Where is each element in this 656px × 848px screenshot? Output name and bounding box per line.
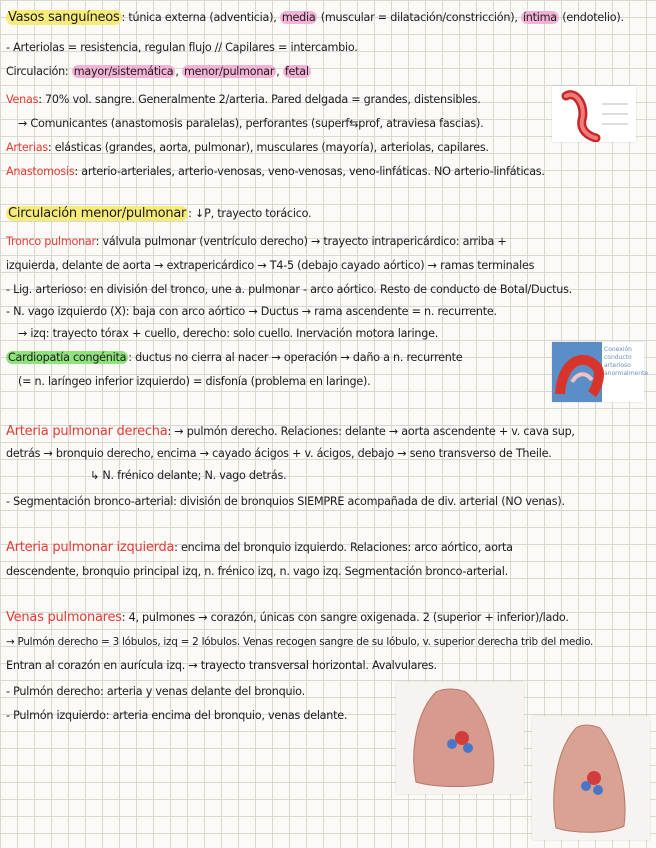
circmenor-title: Circulación menor/pulmonar [8,206,187,221]
arterias-text: : elásticas (grandes, aorta, pulmonar), musculares (mayoría), arteriolas, capilares. [47,141,489,154]
pi-line: - Pulmón izquierdo: arteria encima del bronquio, venas delante. [6,709,348,722]
anastomosis-label: Anastomosis [6,165,75,178]
vasos-line [6,10,650,26]
apd-title: Arteria pulmonar derecha [6,424,168,439]
api-line-2: descendente, bronquio principal izq, n. frénico izq, n. vago izq. Segmentación bronco-arterial. [6,565,508,578]
vp-text: : 4, pulmones → corazón, únicas con sangre oxigenada. 2 (superior + inferior)/lado. [121,611,569,624]
vasos-text-2: (muscular = dilatación/constricción), [317,11,521,24]
api-text: : encima del bronquio izquierdo. Relaciones: arco aórtico, aorta [174,541,513,554]
apd-text: : → pulmón derecho. Relaciones: delante → aorta ascendente + v. cava sup, [167,425,575,438]
apd-line [6,424,650,440]
circmenor-line [6,206,650,222]
apd-line-3: ↳ N. frénico delante; N. vago detrás. [90,469,287,482]
api-title: Arteria pulmonar izquierda [6,540,175,555]
right-lung-illustration [396,682,524,794]
cardio-text: : ductus no cierra al nacer → operación → daño a n. recurrente [128,351,463,364]
left-lung-illustration [532,716,650,840]
seg-line: - Segmentación bronco-arterial: división de bronquios SIEMPRE acompañada de div. arterial (NO venas). [6,495,565,508]
api-line [6,540,650,556]
tronco-line-2: izquierda, delante de aorta → extrapericárdico → T4-5 (debajo cayado aórtico) → ramas terminales [6,259,535,272]
artery-illustration [552,86,636,142]
pd-line: - Pulmón derecho: arteria y venas delante del bronquio. [6,685,305,698]
left-lung-figure [532,716,650,840]
tronco-label: Tronco pulmonar [6,235,96,248]
arterias-line [6,140,650,156]
cardio-line-2: (= n. laríngeo inferior izquierdo) = disfonía (problema en laringe). [18,375,371,388]
tronco-line [6,234,650,250]
intima-highlight: íntima [522,11,557,24]
artery-figure [552,86,636,142]
vp-line-2: → Pulmón derecho = 3 lóbulos, izq = 2 lóbulos. Venas recogen sangre de su lóbulo, v. superior derecha trib del medio. [6,636,594,648]
circ-sep: , [175,65,183,78]
izq-line: → izq: trayecto tórax + cuello, derecho: solo cuello. Inervación motora laringe. [18,327,439,340]
arterias-label: Arterias [6,141,48,154]
arteriolas-line: - Arteriolas = resistencia, regulan flujo // Capilares = intercambio. [6,41,358,54]
cardio-line [6,350,546,366]
venas-text: : 70% vol. sangre. Generalmente 2/arteria. Pared delgada = grandes, distensibles. [38,93,481,106]
right-lung-figure [396,682,524,794]
lig-line: - Lig. arterioso: en división del tronco, une a. pulmonar - arco aórtico. Resto de conducto de Botal/Ductus. [6,283,572,296]
vp-title: Venas pulmonares [6,610,122,625]
vp-line [6,610,650,626]
ductus-caption: Conexión conducto arterioso anormalmente [604,346,649,377]
cardio-label: Cardiopatía congénita [8,351,127,364]
vasos-text-3: (endotelio). [558,11,624,24]
vasos-title: Vasos sanguíneos [8,10,120,25]
circ-mayor: mayor/sistemática [73,65,174,78]
vp-line-3: Entran al corazón en aurícula izq. → trayecto transversal horizontal. Avalvulares. [6,659,437,672]
venas-sub: → Comunicantes (anastomosis paralelas), perforantes (superf⇆prof, atraviesa fascias). [18,117,484,130]
circulacion-line [6,64,650,80]
circ-label: Circulación: [6,65,72,78]
anastomosis-text: : arterio-arteriales, arterio-venosas, veno-venosas, veno-linfáticas. NO arterio-linfáticas. [74,165,545,178]
anastomosis-line [6,164,650,180]
circmenor-text: : ↓P, trayecto torácico. [188,207,312,220]
tronco-text: : válvula pulmonar (ventrículo derecho) → trayecto intrapericárdico: arriba + [95,235,507,248]
nvago-line: - N. vago izquierdo (X): baja con arco aórtico → Ductus → rama ascendente = n. recurrente. [6,305,497,318]
media-highlight: media [281,11,316,24]
venas-label: Venas [6,93,39,106]
apd-line-2: detrás → bronquio derecho, encima → cayado ácigos + v. ácigos, debajo → seno transverso de Theile. [6,447,552,460]
vasos-text: : túnica externa (adventicia), [121,11,280,24]
circ-fetal: fetal [284,65,309,78]
circ-menor: menor/pulmonar [184,65,275,78]
circ-sep-2: , [276,65,283,78]
ductus-figure [552,342,649,402]
